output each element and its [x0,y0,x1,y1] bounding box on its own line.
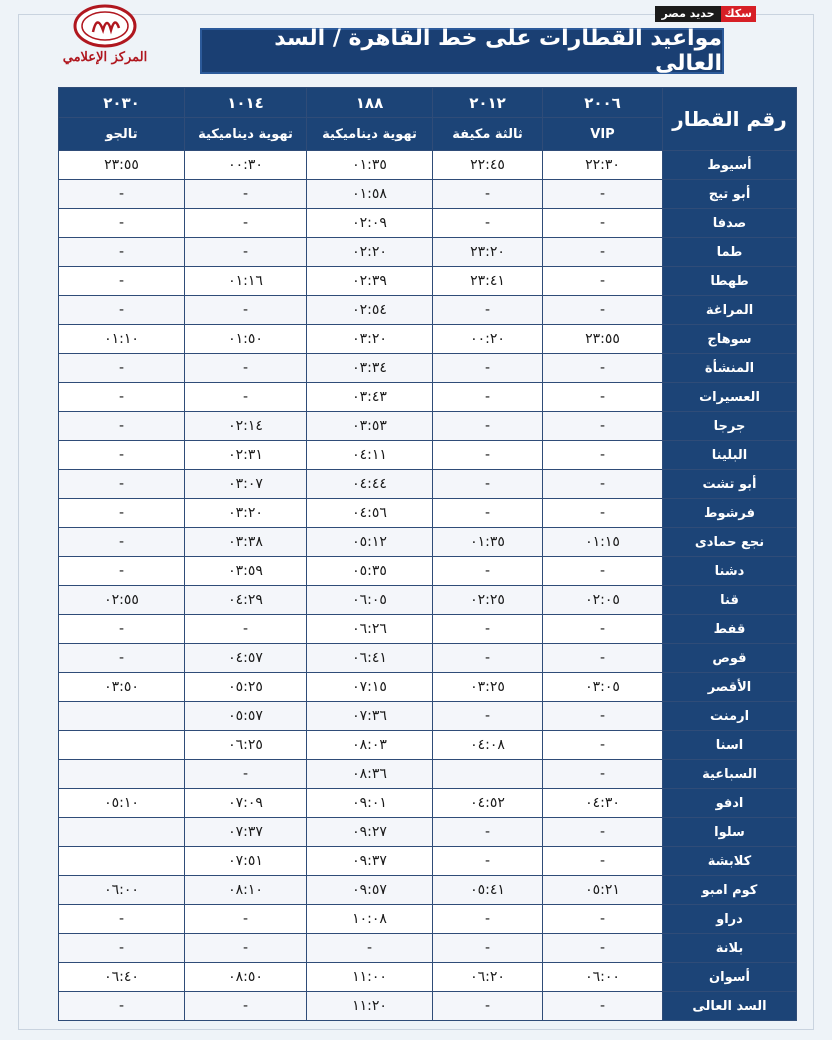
table-row [59,209,797,238]
train-type: تهوية ديناميكية [185,118,307,151]
time-cell: ٠٢:٣١ [185,441,307,470]
time-cell: - [59,209,185,238]
time-cell: - [543,238,663,267]
time-cell: - [433,702,543,731]
time-cell: ٠٤:٥٢ [433,789,543,818]
time-cell: - [433,383,543,412]
time-cell: - [59,470,185,499]
time-cell: ٠١:٥٠ [185,325,307,354]
time-cell: ٠٤:٣٠ [543,789,663,818]
time-cell: - [543,296,663,325]
time-cell: ٠٥:٢٥ [185,673,307,702]
time-cell: ٠١:٥٨ [307,180,433,209]
time-cell: ٠٣:٢٠ [185,499,307,528]
time-cell: - [433,615,543,644]
time-cell: ٠٢:٢٠ [307,238,433,267]
station-name: كلابشة [663,847,797,876]
logo-label: المركز الإعلامي [62,50,148,65]
time-cell: - [543,180,663,209]
station-name: سوهاج [663,325,797,354]
time-cell: ٠٦:٢٦ [307,615,433,644]
time-cell: - [433,499,543,528]
station-name: طما [663,238,797,267]
time-cell [59,818,185,847]
time-cell: - [59,296,185,325]
time-cell: ٠٦:٤٠ [59,963,185,992]
time-cell: - [433,557,543,586]
station-name: المراغة [663,296,797,325]
time-cell: ٠٤:٢٩ [185,586,307,615]
time-cell: - [543,731,663,760]
station-name: ادفو [663,789,797,818]
station-name: المنشأة [663,354,797,383]
table-row [59,499,797,528]
time-cell: ٠٧:٠٩ [185,789,307,818]
table-row [59,644,797,673]
time-cell: ١١:٠٠ [307,963,433,992]
time-cell: ٠٢:٠٥ [543,586,663,615]
table-row [59,441,797,470]
time-cell: - [59,557,185,586]
time-cell: ٠١:١٠ [59,325,185,354]
train-number: ٢٠٣٠ [59,88,185,118]
time-cell: ٠٦:٠٠ [543,963,663,992]
time-cell: ٠٦:٠٥ [307,586,433,615]
station-name: السد العالى [663,992,797,1021]
time-cell: - [59,499,185,528]
time-cell: - [543,992,663,1021]
time-cell: - [433,818,543,847]
table-row [59,847,797,876]
time-cell: ٠٢:٢٥ [433,586,543,615]
time-cell: ٢٣:٢٠ [433,238,543,267]
time-cell: - [433,905,543,934]
time-cell: ٠٥:٢١ [543,876,663,905]
time-cell: - [59,354,185,383]
time-cell: - [185,905,307,934]
train-type: تالجو [59,118,185,151]
station-name: جرجا [663,412,797,441]
table-row [59,615,797,644]
station-name: اسنا [663,731,797,760]
time-cell: ٠٣:٣٤ [307,354,433,383]
time-cell: ٠٠:٣٠ [185,151,307,180]
table-row [59,470,797,499]
time-cell: - [185,209,307,238]
time-cell: - [543,470,663,499]
time-cell: ٢٣:٤١ [433,267,543,296]
table-row [59,412,797,441]
station-name: دشنا [663,557,797,586]
time-cell: - [59,615,185,644]
time-cell: ٠١:١٦ [185,267,307,296]
table-row [59,528,797,557]
time-cell: ٠٧:٣٦ [307,702,433,731]
time-cell: - [59,441,185,470]
station-name: ارمنت [663,702,797,731]
time-cell: - [185,296,307,325]
train-number: ٢٠٠٦ [543,88,663,118]
time-cell: ٠٥:٣٥ [307,557,433,586]
table-row [59,731,797,760]
time-cell: ٠٧:٣٧ [185,818,307,847]
time-cell: ٠٩:٢٧ [307,818,433,847]
time-cell: ٠٠:٢٠ [433,325,543,354]
time-cell [59,760,185,789]
time-cell: ٠٤:١١ [307,441,433,470]
time-cell: ٠٦:٢٥ [185,731,307,760]
time-cell: - [433,644,543,673]
time-cell: ٠١:٣٥ [433,528,543,557]
station-name: طهطا [663,267,797,296]
time-cell: ٠٣:٥٩ [185,557,307,586]
table-row [59,876,797,905]
media-center-logo [40,4,170,74]
station-name: قوص [663,644,797,673]
time-cell: - [59,180,185,209]
time-cell: ٠٩:٣٧ [307,847,433,876]
time-cell: - [185,934,307,963]
table-row [59,586,797,615]
time-cell: ٠٤:٥٦ [307,499,433,528]
table-row [59,789,797,818]
train-number-row [59,88,797,118]
train-number: ١٨٨ [307,88,433,118]
time-cell: - [307,934,433,963]
station-name: قفط [663,615,797,644]
time-cell: ٠٣:٤٣ [307,383,433,412]
time-cell: - [185,615,307,644]
time-cell: - [543,267,663,296]
station-name: بلانة [663,934,797,963]
time-cell: ٠٧:١٥ [307,673,433,702]
time-cell: - [59,238,185,267]
table-row [59,238,797,267]
time-cell: ٠٣:٠٧ [185,470,307,499]
train-type: VIP [543,118,663,151]
time-cell: - [185,760,307,789]
time-cell: - [59,412,185,441]
table-row [59,325,797,354]
time-cell: ١٠:٠٨ [307,905,433,934]
time-cell [59,847,185,876]
time-cell: ٠٣:٥٠ [59,673,185,702]
station-name: فرشوط [663,499,797,528]
station-name: كوم امبو [663,876,797,905]
table-row [59,383,797,412]
time-cell: - [543,934,663,963]
time-cell: ٠٦:٤١ [307,644,433,673]
time-cell: - [543,354,663,383]
train-number: ١٠١٤ [185,88,307,118]
time-cell: - [185,992,307,1021]
table-row [59,354,797,383]
time-cell: - [185,238,307,267]
station-name: قنا [663,586,797,615]
egyptian-railways-logo-icon [73,4,137,48]
train-number: ٢٠١٢ [433,88,543,118]
time-cell: - [433,934,543,963]
time-cell: - [185,180,307,209]
table-row [59,673,797,702]
time-cell: ٠٣:٣٨ [185,528,307,557]
time-cell: ٠٨:١٠ [185,876,307,905]
table-row [59,818,797,847]
time-cell: ٠٩:٥٧ [307,876,433,905]
time-cell: ٠١:١٥ [543,528,663,557]
time-cell: ٠١:٣٥ [307,151,433,180]
time-cell: ١١:٢٠ [307,992,433,1021]
time-cell: ٠٥:٥٧ [185,702,307,731]
station-name: سلوا [663,818,797,847]
station-name: دراو [663,905,797,934]
time-cell: ٠٤:٥٧ [185,644,307,673]
time-cell: ٢٣:٥٥ [59,151,185,180]
time-cell: - [543,383,663,412]
time-cell: ٠٥:١٠ [59,789,185,818]
time-cell: ٠٢:١٤ [185,412,307,441]
time-cell: - [433,470,543,499]
time-cell: - [433,354,543,383]
time-cell [433,760,543,789]
station-name: أسيوط [663,151,797,180]
page-title: مواعيد القطارات على خط القاهرة / السد العالى [200,28,724,74]
station-name: الأقصر [663,673,797,702]
table-row [59,702,797,731]
table-row [59,151,797,180]
time-cell: ٠٥:٤١ [433,876,543,905]
table-row [59,934,797,963]
time-cell: - [433,180,543,209]
time-cell: ٠٣:٢٥ [433,673,543,702]
schedule-body [59,151,797,1021]
time-cell: - [185,383,307,412]
station-name: أسوان [663,963,797,992]
time-cell: ٠٣:٢٠ [307,325,433,354]
table-row [59,296,797,325]
station-name: العسيرات [663,383,797,412]
brand-banner [655,6,756,22]
time-cell: ٠٩:٠١ [307,789,433,818]
time-cell [59,702,185,731]
time-cell: - [59,383,185,412]
time-cell: - [433,992,543,1021]
time-cell: - [543,209,663,238]
time-cell: - [433,296,543,325]
time-cell: - [59,934,185,963]
time-cell: ٠٧:٥١ [185,847,307,876]
table-row [59,963,797,992]
time-cell: - [433,412,543,441]
station-name: صدفا [663,209,797,238]
station-name: أبو تيج [663,180,797,209]
time-cell: - [433,441,543,470]
station-name: أبو تشت [663,470,797,499]
time-cell: - [543,412,663,441]
time-cell: - [543,644,663,673]
time-cell: ٠٨:٣٦ [307,760,433,789]
station-name: السباعية [663,760,797,789]
time-cell: - [59,905,185,934]
table-row [59,557,797,586]
time-cell: ٠٢:٠٩ [307,209,433,238]
train-type: تهوية ديناميكية [307,118,433,151]
time-cell: ٠٣:٥٣ [307,412,433,441]
table-row [59,180,797,209]
time-cell: ٠٨:٠٣ [307,731,433,760]
time-cell: ٠٦:٢٠ [433,963,543,992]
time-cell: ٢٣:٥٥ [543,325,663,354]
time-cell: - [433,209,543,238]
time-cell: - [543,760,663,789]
time-cell: - [433,847,543,876]
time-cell: ٠٢:٥٤ [307,296,433,325]
brand-part1: سكك [721,6,756,22]
brand-part2: حديد مصر [655,6,720,22]
time-cell: ٠٢:٣٩ [307,267,433,296]
corner-label: رقم القطار [663,88,797,151]
table-row [59,905,797,934]
table-row [59,267,797,296]
station-name: البلينا [663,441,797,470]
time-cell: ٠٣:٠٥ [543,673,663,702]
time-cell: ٠٤:٤٤ [307,470,433,499]
time-cell: ٢٢:٤٥ [433,151,543,180]
time-cell [59,731,185,760]
time-cell: - [59,528,185,557]
time-cell: ٠٥:١٢ [307,528,433,557]
time-cell: - [543,702,663,731]
time-cell: - [59,992,185,1021]
time-cell: ٠٦:٠٠ [59,876,185,905]
time-cell: - [185,354,307,383]
time-cell: - [543,441,663,470]
time-cell: - [543,615,663,644]
time-cell: - [543,905,663,934]
table-row [59,760,797,789]
time-cell: - [543,499,663,528]
time-cell: ٢٢:٣٠ [543,151,663,180]
time-cell: - [543,557,663,586]
time-cell: - [59,267,185,296]
table-row [59,992,797,1021]
station-name: نجع حمادى [663,528,797,557]
time-cell: ٠٢:٥٥ [59,586,185,615]
time-cell: - [543,847,663,876]
time-cell: - [543,818,663,847]
train-type: ثالثة مكيفة [433,118,543,151]
time-cell: ٠٨:٥٠ [185,963,307,992]
time-cell: ٠٤:٠٨ [433,731,543,760]
schedule-table [58,87,797,1021]
time-cell: - [59,644,185,673]
